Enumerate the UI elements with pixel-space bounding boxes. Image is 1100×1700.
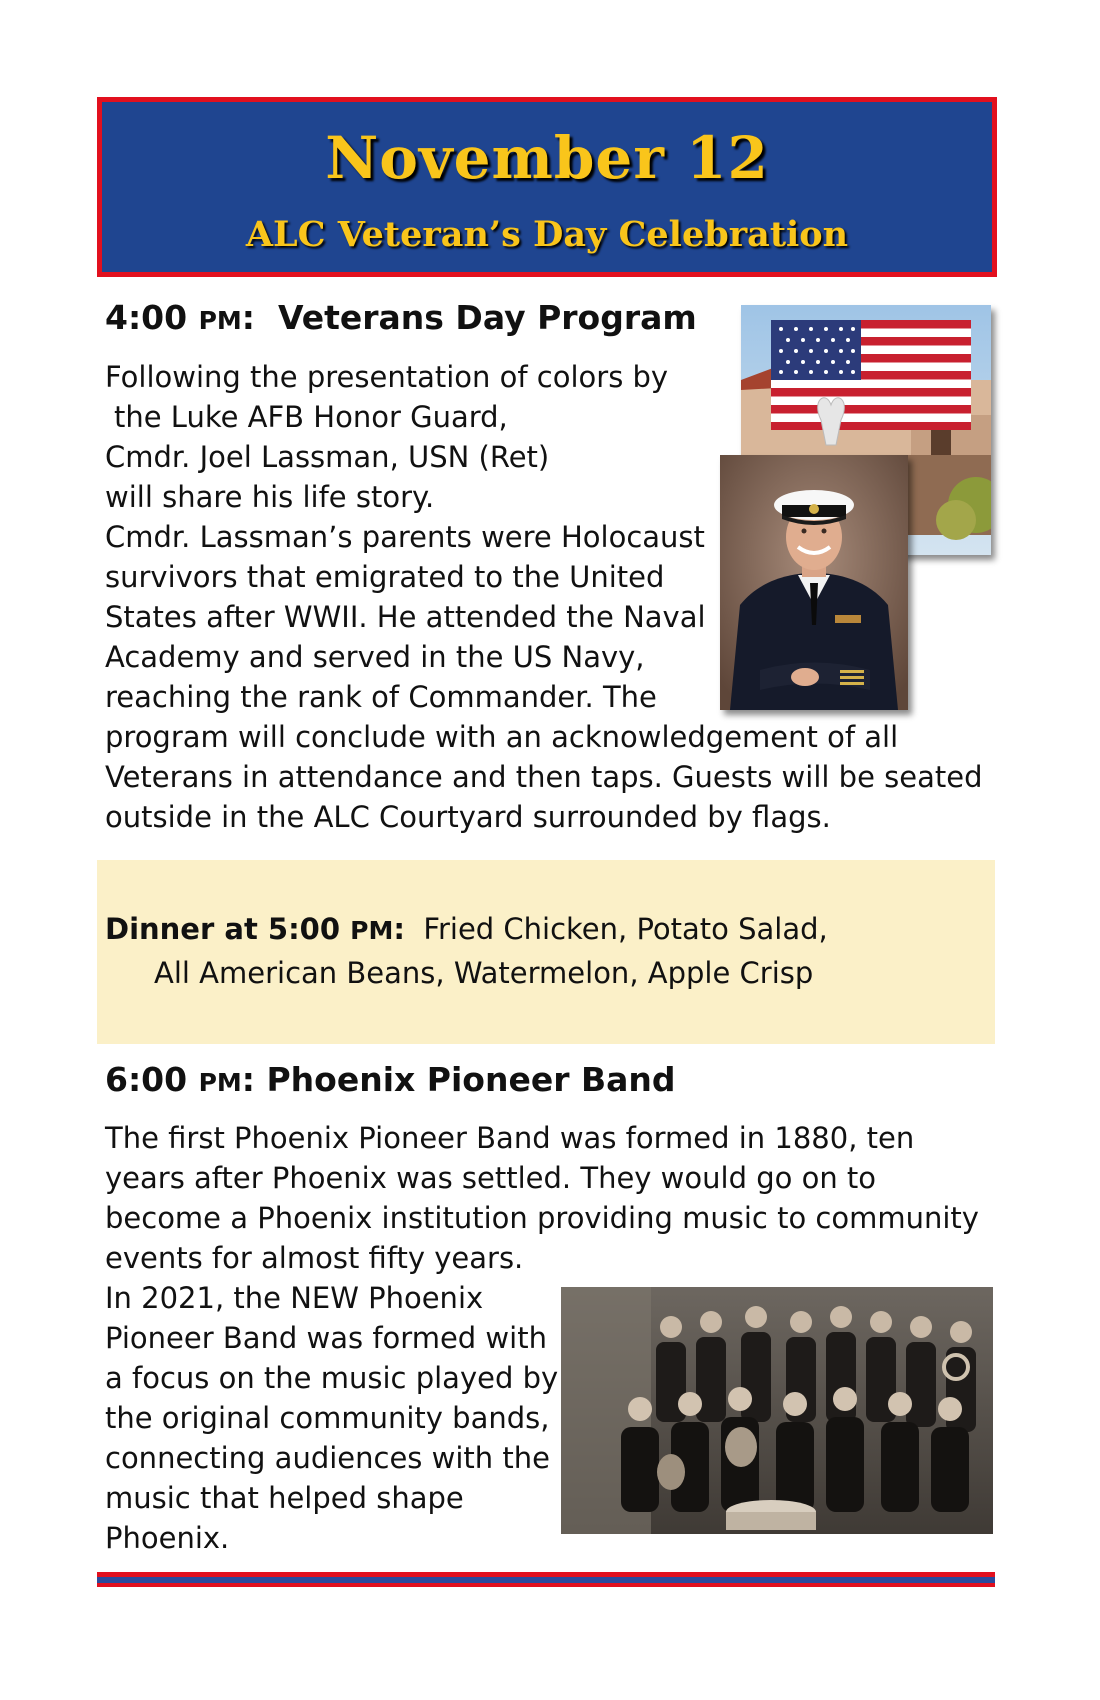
officer-portrait	[720, 455, 908, 710]
dinner-box	[97, 860, 995, 1044]
program-line: the Luke AFB Honor Guard,	[114, 400, 508, 434]
program-line: survivors that emigrated to the United	[105, 560, 665, 594]
band-line: In 2021, the NEW Phoenix	[105, 1281, 484, 1315]
program-line: reaching the rank of Commander. The	[105, 680, 657, 714]
dinner-time-period: PM	[350, 916, 394, 945]
event-banner	[97, 97, 997, 277]
program-line: States after WWII. He attended the Naval	[105, 600, 706, 634]
band-photo	[561, 1287, 993, 1534]
dinner-menu-line2: All American Beans, Watermelon, Apple Crisp	[154, 956, 814, 990]
band-photo-image	[561, 1287, 993, 1534]
program-line: Academy and served in the US Navy,	[105, 640, 645, 674]
band-heading: 6:00 PM: Phoenix Pioneer Band	[105, 1060, 676, 1099]
band-time-period: PM	[198, 1068, 242, 1097]
program-line: program will conclude with an acknowledgement of all	[105, 720, 899, 754]
program-line: will share his life story.	[105, 480, 435, 514]
program-line: Cmdr. Joel Lassman, USN (Ret)	[105, 440, 550, 474]
officer-portrait-image	[720, 455, 908, 710]
band-line: Pioneer Band was formed with	[105, 1321, 547, 1355]
band-line: a focus on the music played by	[105, 1361, 559, 1395]
dinner-menu-line1: Fried Chicken, Potato Salad,	[423, 912, 828, 946]
program-title: Veterans Day Program	[277, 298, 697, 337]
event-date: November 12	[325, 124, 769, 192]
band-line: events for almost fifty years.	[105, 1241, 524, 1275]
dinner-line: Dinner at 5:00 PM: Fried Chicken, Potato Salad,	[105, 912, 828, 946]
band-title: Phoenix Pioneer Band	[266, 1060, 676, 1099]
band-line: music that helped shape	[105, 1481, 464, 1515]
band-time: 6:00	[105, 1060, 188, 1099]
band-line: years after Phoenix was settled. They would go on to	[105, 1161, 877, 1195]
program-line: Following the presentation of colors by	[105, 360, 669, 394]
event-title: ALC Veteran’s Day Celebration	[245, 214, 849, 255]
program-line: Cmdr. Lassman’s parents were Holocaust	[105, 520, 705, 554]
band-line: The first Phoenix Pioneer Band was formed in 1880, ten	[105, 1121, 915, 1155]
program-heading: 4:00 PM: Veterans Day Program	[105, 298, 697, 337]
band-line: connecting audiences with the	[105, 1441, 550, 1475]
program-line: Veterans in attendance and then taps. Guests will be seated	[105, 760, 983, 794]
band-line: the original community bands,	[105, 1401, 550, 1435]
band-line: Phoenix.	[105, 1521, 230, 1555]
program-line: outside in the ALC Courtyard surrounded by flags.	[105, 800, 831, 834]
dinner-label: Dinner at 5:00	[105, 912, 341, 946]
footer-rule-red-bottom	[97, 1583, 995, 1587]
program-time: 4:00	[105, 298, 188, 337]
band-line: become a Phoenix institution providing music to community	[105, 1201, 979, 1235]
program-time-period: PM	[198, 306, 242, 335]
